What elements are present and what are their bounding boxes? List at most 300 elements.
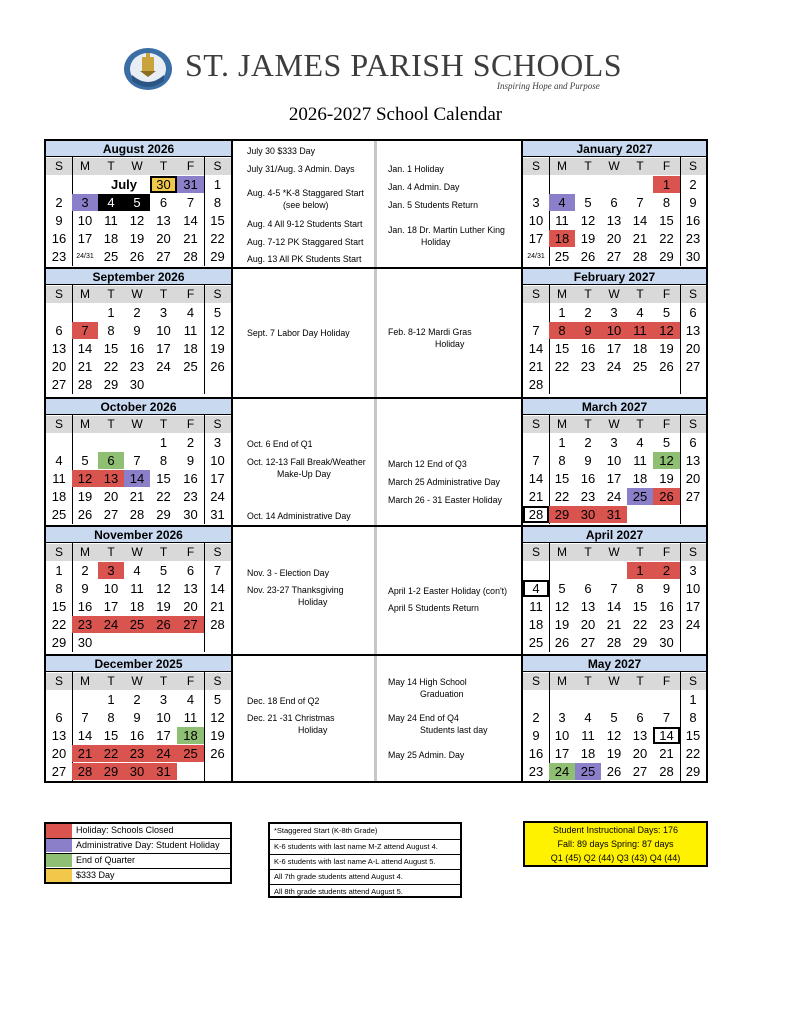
legend-row — [46, 824, 230, 838]
day-cell: 23 — [528, 764, 544, 779]
day-cell: 26 — [150, 616, 177, 633]
day-cell: 12 — [554, 599, 570, 614]
weekday-label: T — [159, 287, 168, 301]
day-cell: 16 — [183, 471, 198, 486]
day-cell: 13 — [580, 599, 596, 614]
day-cell: 23 — [51, 249, 67, 264]
day-cell: 18 — [632, 471, 648, 486]
color-legend — [44, 822, 232, 884]
quarter-end-swatch — [46, 854, 72, 867]
event-text: Oct. 14 Administrative Day — [247, 511, 351, 521]
event-text: March 12 End of Q3 — [388, 459, 467, 469]
weekday-label: W — [608, 674, 620, 688]
event-text: July 30 $333 Day — [247, 146, 315, 156]
weekday-label: S — [213, 159, 222, 173]
month-december-2025 — [46, 656, 231, 781]
weekday-label: M — [80, 159, 90, 173]
weekday-label: T — [636, 674, 644, 688]
event-text: Make-Up Day — [277, 469, 331, 479]
day-cell: 31 — [210, 507, 225, 522]
day-cell: 1 — [213, 177, 222, 192]
weekday-label: S — [213, 287, 222, 301]
day-cell: 20 — [580, 617, 596, 632]
day-cell: 3 — [558, 710, 566, 725]
day-cell: 18 — [51, 489, 67, 504]
event-text: Holiday — [435, 339, 465, 349]
day-cell: 22 — [554, 489, 570, 504]
weekday-label: T — [584, 674, 592, 688]
day-cell: 28 — [183, 249, 198, 264]
weekday-label: W — [131, 545, 143, 559]
day-cell: 21 — [183, 231, 198, 246]
month-title: September 2026 — [46, 269, 231, 285]
day-cell: 5 — [558, 581, 566, 596]
day-cell: 15 — [51, 599, 67, 614]
day-cell: 22 — [632, 617, 648, 632]
day-cell: 14 — [632, 213, 648, 228]
day-cell: 30 — [124, 763, 150, 780]
day-cell: 27 — [632, 764, 648, 779]
day-cell: 8 — [549, 322, 575, 339]
day-cell: 29 — [632, 635, 648, 650]
event-text: Jan. 5 Students Return — [388, 200, 478, 210]
day-cell: 21 — [77, 359, 93, 374]
weekday-label: W — [608, 159, 620, 173]
day-cell: 28 — [523, 506, 549, 523]
day-cell: 4 — [133, 563, 141, 578]
day-cell: 6 — [55, 710, 63, 725]
day-cell: 13 — [685, 453, 701, 468]
weekday-label: M — [80, 287, 90, 301]
day-cell: 15 — [659, 213, 674, 228]
weekday-label: T — [107, 417, 115, 431]
weekday-label: W — [131, 159, 143, 173]
day-cell: 7 — [81, 710, 89, 725]
day-cell: 14 — [528, 341, 544, 356]
day-cell: 30 — [659, 635, 674, 650]
weekday-label: M — [80, 545, 90, 559]
day-cell: 12 — [606, 728, 622, 743]
day-cell: 15 — [685, 728, 701, 743]
day-cell: 14 — [183, 213, 198, 228]
day-cell: 29 — [156, 507, 171, 522]
day-cell: 4 — [98, 194, 124, 211]
day-cell: 30 — [150, 176, 177, 193]
day-cell: 25 — [632, 359, 648, 374]
day-cell: 2 — [653, 562, 680, 579]
day-cell: 15 — [156, 471, 171, 486]
weekday-label: S — [688, 545, 697, 559]
day-cell: 12 — [210, 323, 225, 338]
month-title: February 2027 — [523, 269, 706, 285]
day-cell: 16 — [685, 213, 701, 228]
day-cell: 5 — [662, 435, 671, 450]
day-cell: 3 — [689, 563, 697, 578]
day-cell: 1 — [107, 692, 115, 707]
tagline: Inspiring Hope and Purpose — [497, 81, 600, 91]
day-cell: 13 — [98, 470, 124, 487]
day-cell: 11 — [183, 323, 198, 338]
weekday-label: S — [531, 674, 540, 688]
day-cell: 11 — [52, 471, 66, 486]
day-cell: 7 — [636, 195, 644, 210]
weekday-label: F — [186, 545, 195, 559]
weekday-label: S — [531, 545, 540, 559]
day-cell: 16 — [51, 231, 67, 246]
day-cell: 13 — [685, 323, 701, 338]
weekday-label: S — [54, 545, 63, 559]
day-cell: 15 — [103, 728, 119, 743]
day-cell: 2 — [81, 563, 89, 578]
day-cell: 6 — [159, 195, 168, 210]
day-cell: 24 — [156, 359, 171, 374]
event-text: Jan. 18 Dr. Martin Luther King — [388, 225, 505, 235]
weekday-label: T — [584, 287, 592, 301]
day-cell: 10 — [685, 581, 701, 596]
day-cell: 10 — [554, 728, 570, 743]
day-cell: 21 — [72, 745, 98, 762]
stagger-row: K-6 students with last name M-Z attend August 4. — [270, 839, 460, 854]
day-cell: 24 — [98, 616, 124, 633]
day-cell: 13 — [51, 341, 67, 356]
day-cell: 29 — [549, 506, 575, 523]
weekday-label: T — [107, 287, 115, 301]
day-cell: 11 — [581, 728, 595, 743]
weekday-label: T — [107, 674, 115, 688]
day-cell: 3 — [159, 692, 168, 707]
weekday-label: F — [662, 545, 671, 559]
day-cell: 3 — [610, 305, 618, 320]
divider-left — [231, 139, 233, 783]
day-cell: 16 — [129, 728, 145, 743]
month-may-2027 — [523, 656, 706, 781]
weekday-label: S — [688, 674, 697, 688]
month-february-2027 — [523, 269, 706, 394]
weekday-label: M — [557, 545, 567, 559]
day-cell: 19 — [606, 746, 622, 761]
month-title: April 2027 — [523, 527, 706, 543]
day-cell: 17 — [685, 599, 701, 614]
day-cell: 2 — [532, 710, 540, 725]
event-text: Oct. 12-13 Fall Break/Weather — [247, 457, 366, 467]
event-text: Jan. 4 Admin. Day — [388, 182, 460, 192]
day-cell: 30 — [183, 507, 198, 522]
day-cell: 7 — [610, 581, 618, 596]
day-cell: 2 — [133, 305, 141, 320]
day-cell: 28 — [632, 249, 648, 264]
day-cell: 20 — [156, 231, 171, 246]
day-cell: 4 — [186, 305, 195, 320]
day-cell: 5 — [610, 710, 618, 725]
month-title: November 2026 — [46, 527, 231, 543]
day-cell: 7 — [532, 323, 540, 338]
day-cell: 13 — [606, 213, 622, 228]
day-cell: 25 — [124, 616, 150, 633]
day-cell: 12 — [580, 213, 596, 228]
weekday-label: M — [80, 417, 90, 431]
day-cell: 18 — [580, 746, 596, 761]
day-cell: 21 — [528, 359, 544, 374]
weekday-label: W — [608, 545, 620, 559]
weekday-label: T — [636, 417, 644, 431]
day-cell: 22 — [210, 231, 225, 246]
weekday-label: S — [531, 159, 540, 173]
day-cell: 8 — [662, 195, 671, 210]
month-september-2026 — [46, 269, 231, 394]
month-title: January 2027 — [523, 141, 706, 157]
day-cell: 22 — [156, 489, 171, 504]
day-cell: 29 — [103, 377, 119, 392]
day-cell: 9 — [133, 710, 141, 725]
weekday-label: S — [688, 287, 697, 301]
month-march-2027 — [523, 399, 706, 524]
day-cell: 8 — [636, 581, 644, 596]
day-cell: 27 — [103, 507, 119, 522]
day-cell: 5 — [81, 453, 89, 468]
day-cell: 26 — [653, 488, 680, 505]
day-cell: 19 — [77, 489, 93, 504]
day-cell: 25 — [103, 249, 119, 264]
legend-label: Administrative Day: Student Holiday — [76, 840, 220, 850]
event-text: Holiday — [298, 597, 328, 607]
day-cell: 20 — [51, 746, 67, 761]
day-cell: 26 — [210, 746, 225, 761]
weekday-label: T — [159, 417, 168, 431]
day-cell: 5 — [124, 194, 150, 211]
day-cell: 13 — [183, 581, 198, 596]
event-text: Aug. 4-5 *K-8 Staggared Start — [247, 188, 364, 198]
day-cell: 10 — [77, 213, 93, 228]
day-cell: 18 — [549, 230, 575, 247]
day-cell: 26 — [129, 249, 145, 264]
day-cell: 22 — [685, 746, 701, 761]
day-cell: 11 — [529, 599, 543, 614]
day-cell: 6 — [610, 195, 618, 210]
day-cell: 7 — [186, 195, 195, 210]
weekday-label: F — [662, 159, 671, 173]
day-cell: 1 — [653, 176, 680, 193]
day-cell: 27 — [580, 635, 596, 650]
weekday-label: F — [186, 417, 195, 431]
event-text: April 1-2 Easter Holiday (con't) — [388, 586, 508, 596]
event-text: Aug. 4 All 9-12 Students Start — [247, 219, 363, 229]
weekday-label: W — [131, 287, 143, 301]
day-cell: 10 — [156, 710, 171, 725]
day-cell: 14 — [210, 581, 225, 596]
day-cell: 6 — [186, 563, 195, 578]
day-cell: 25 — [627, 488, 653, 505]
day-cell: 20 — [51, 359, 67, 374]
weekday-label: F — [186, 287, 195, 301]
day-cell: 5 — [662, 305, 671, 320]
day-cell: 7 — [213, 563, 222, 578]
stagger-row: All 8th grade students attend August 5. — [270, 884, 460, 899]
day-cell: 22 — [554, 359, 570, 374]
day-cell: July — [110, 177, 137, 192]
day-cell: 9 — [584, 453, 592, 468]
day-cell: 5 — [213, 305, 222, 320]
day-cell: 26 — [659, 359, 674, 374]
day-cell: 10 — [156, 323, 171, 338]
day-cell: 30 — [77, 635, 93, 650]
day-cell: 25 — [51, 507, 67, 522]
event-text: Feb. 8-12 Mardi Gras — [388, 327, 472, 337]
school-seal-logo-icon — [122, 45, 174, 91]
day-cell: 5 — [213, 692, 222, 707]
day-cell: 17 — [156, 728, 171, 743]
day-cell: 6 — [689, 435, 697, 450]
instructional-semesters: Fall: 89 days Spring: 87 days — [557, 839, 674, 849]
day-cell: 23 — [72, 616, 98, 633]
event-text: May 24 End of Q4 — [388, 713, 459, 723]
day-cell: 2 — [584, 305, 592, 320]
staggered-start-table — [268, 822, 462, 898]
day-cell: 27 — [156, 249, 171, 264]
weekday-label: S — [531, 417, 540, 431]
day-cell: 9 — [662, 581, 671, 596]
day-cell: 16 — [580, 341, 596, 356]
weekday-label: T — [159, 545, 168, 559]
day-cell: 2 — [55, 195, 63, 210]
day-cell: 21 — [632, 231, 648, 246]
day-cell: 20 — [685, 341, 701, 356]
day-cell: 11 — [627, 322, 653, 339]
day-cell: 21 — [129, 489, 145, 504]
day-cell: 17 — [103, 599, 119, 614]
day-cell: 17 — [606, 471, 622, 486]
stagger-row: K-6 students with last name A-L attend August 5. — [270, 854, 460, 869]
event-text: Oct. 6 End of Q1 — [247, 439, 313, 449]
weekday-label: S — [213, 545, 222, 559]
day-cell: 27 — [606, 249, 622, 264]
day-cell: 12 — [653, 322, 680, 339]
month-january-2027 — [523, 141, 706, 266]
day-cell: 1 — [627, 562, 653, 579]
day-cell: 24 — [549, 763, 575, 780]
weekday-label: F — [186, 674, 195, 688]
day-cell: 7 — [133, 453, 141, 468]
event-text: Dec. 18 End of Q2 — [247, 696, 320, 706]
day-cell: 11 — [104, 213, 118, 228]
weekday-label: T — [159, 159, 168, 173]
stagger-row: All 7th grade students attend August 4. — [270, 869, 460, 884]
day-cell: 26 — [580, 249, 596, 264]
day-cell: 28 — [210, 617, 225, 632]
day-cell: 3 — [98, 562, 124, 579]
instructional-total: Student Instructional Days: 176 — [552, 825, 679, 835]
day-cell: 24/31 — [76, 253, 94, 260]
day-cell: 27 — [51, 377, 67, 392]
event-text: May 14 High School — [388, 677, 467, 687]
weekday-label: S — [531, 287, 540, 301]
day-cell: 8 — [213, 195, 222, 210]
day-cell: 10 — [528, 213, 544, 228]
day-cell: 17 — [77, 231, 93, 246]
weekday-label: S — [54, 287, 63, 301]
day-cell: 20 — [606, 231, 622, 246]
day-cell: 24 — [685, 617, 701, 632]
month-april-2027 — [523, 527, 706, 652]
day-cell: 16 — [528, 746, 544, 761]
day-cell: 21 — [210, 599, 225, 614]
day-cell: 4 — [523, 580, 549, 597]
day-cell: 1 — [689, 692, 697, 707]
day-cell: 6 — [98, 452, 124, 469]
day-cell: 19 — [554, 617, 570, 632]
weekday-label: F — [186, 159, 195, 173]
weekday-label: F — [662, 674, 671, 688]
day-cell: 10 — [210, 453, 225, 468]
day-cell: 10 — [606, 453, 622, 468]
day-cell: 16 — [580, 471, 596, 486]
day-cell: 8 — [558, 453, 566, 468]
event-text: Aug. 7-12 PK Staggared Start — [247, 237, 364, 247]
weekday-label: M — [557, 674, 567, 688]
day-cell: 2 — [584, 435, 592, 450]
day-cell: 25 — [177, 745, 204, 762]
day-cell: 4 — [584, 710, 592, 725]
day-cell: 31 — [177, 176, 204, 193]
school-name: ST. JAMES PARISH SCHOOLS — [185, 47, 623, 83]
day-cell: 19 — [210, 728, 225, 743]
day-cell: 22 — [98, 745, 124, 762]
day-cell: 28 — [77, 377, 93, 392]
day-cell: 26 — [77, 507, 93, 522]
day-cell: 24 — [606, 359, 622, 374]
day-cell: 15 — [554, 341, 570, 356]
admin-day-swatch — [46, 839, 72, 852]
weekday-label: T — [159, 674, 168, 688]
day-cell: 18 — [632, 341, 648, 356]
payday-swatch — [46, 869, 72, 882]
weekday-label: S — [54, 417, 63, 431]
event-text: Nov. 23-27 Thanksgiving — [247, 585, 344, 595]
day-cell: 9 — [55, 213, 63, 228]
day-cell: 13 — [156, 213, 171, 228]
day-cell: 6 — [689, 305, 697, 320]
legend-label: Holiday: Schools Closed — [76, 825, 174, 835]
day-cell: 21 — [659, 746, 674, 761]
day-cell: 17 — [210, 471, 225, 486]
day-cell: 15 — [554, 471, 570, 486]
event-text: Dec. 21 -31 Christmas — [247, 713, 335, 723]
day-cell: 29 — [210, 249, 225, 264]
month-october-2026 — [46, 399, 231, 524]
day-cell: 20 — [685, 471, 701, 486]
day-cell: 25 — [528, 635, 544, 650]
day-cell: 29 — [98, 763, 124, 780]
day-cell: 3 — [610, 435, 618, 450]
page-title: 2026-2027 School Calendar — [288, 104, 503, 125]
weekday-label: T — [107, 159, 115, 173]
day-cell: 3 — [159, 305, 168, 320]
day-cell: 28 — [659, 764, 674, 779]
weekday-label: S — [688, 417, 697, 431]
month-title: October 2026 — [46, 399, 231, 415]
day-cell: 1 — [107, 305, 115, 320]
event-text: Nov. 3 - Election Day — [247, 568, 329, 578]
day-cell: 29 — [51, 635, 67, 650]
day-cell: 2 — [689, 177, 697, 192]
day-cell: 18 — [177, 727, 204, 744]
day-cell: 24 — [210, 489, 225, 504]
day-cell: 9 — [689, 195, 697, 210]
day-cell: 8 — [107, 323, 115, 338]
day-cell: 11 — [633, 453, 647, 468]
day-cell: 9 — [532, 728, 540, 743]
day-cell: 8 — [55, 581, 63, 596]
day-cell: 24 — [606, 489, 622, 504]
